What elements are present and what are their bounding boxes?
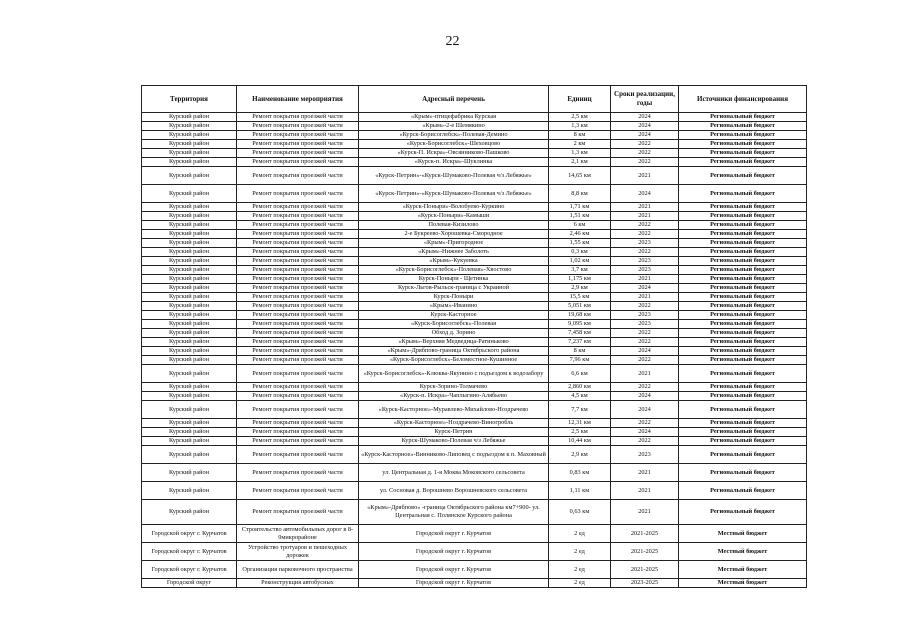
table-row [142, 203, 807, 212]
table-row [142, 221, 807, 230]
cell-terms: 2022 [611, 383, 679, 392]
cell-event: Ремонт покрытия проезжей части [237, 356, 359, 365]
cell-territory: Городской округ г. Курчатов [142, 543, 237, 561]
cell-address: «Крым»-Дрябпово-граница Октябрьского района [359, 347, 549, 356]
cell-source: Региональный бюджет [679, 167, 807, 185]
cell-terms: 2024 [611, 284, 679, 293]
cell-terms: 2023 [611, 239, 679, 248]
cell-source: Региональный бюджет [679, 248, 807, 257]
cell-event: Ремонт покрытия проезжей части [237, 347, 359, 356]
cell-event: Ремонт покрытия проезжей части [237, 482, 359, 500]
cell-event: Ремонт покрытия проезжей части [237, 149, 359, 158]
cell-units: 7,458 км [549, 329, 611, 338]
cell-territory: Курский район [142, 257, 237, 266]
cell-event: Ремонт покрытия проезжей части [237, 383, 359, 392]
cell-units: 4,5 км [549, 392, 611, 401]
cell-terms: 2021 [611, 203, 679, 212]
cell-territory: Курский район [142, 266, 237, 275]
cell-territory: Курский район [142, 239, 237, 248]
cell-event: Ремонт покрытия проезжей части [237, 122, 359, 131]
cell-source: Региональный бюджет [679, 158, 807, 167]
cell-units: 2 ед [549, 525, 611, 543]
cell-terms: 2022 [611, 248, 679, 257]
cell-units: 9,095 км [549, 320, 611, 329]
cell-territory: Курский район [142, 122, 237, 131]
cell-territory: Курский район [142, 311, 237, 320]
table-row [142, 167, 807, 185]
cell-address: Курск-Касторное [359, 311, 549, 320]
cell-event: Ремонт покрытия проезжей части [237, 446, 359, 464]
cell-address: «Курск-Касторное»-Муравлево-Михайлово-Ноздрачево [359, 401, 549, 419]
program-table [141, 85, 807, 588]
table-row [142, 284, 807, 293]
cell-address: «Курск-Борисоглебск»-Шеховцово [359, 140, 549, 149]
cell-terms: 2024 [611, 122, 679, 131]
cell-territory: Курский район [142, 500, 237, 525]
cell-address: «Крым»-Дрябпово» -граница Октябрьского района км7+900- ул. Центральная с. Полянское Курского района [359, 500, 549, 525]
cell-units: 19,68 км [549, 311, 611, 320]
cell-event: Ремонт покрытия проезжей части [237, 221, 359, 230]
cell-units: 1,51 км [549, 212, 611, 221]
cell-source: Региональный бюджет [679, 293, 807, 302]
cell-territory: Курский район [142, 437, 237, 446]
table-row [142, 275, 807, 284]
table-row [142, 140, 807, 149]
cell-territory: Курский район [142, 113, 237, 122]
table-row [142, 149, 807, 158]
cell-event: Устройство тротуаров и пешеходных дорожек [237, 543, 359, 561]
cell-terms: 2021 [611, 293, 679, 302]
cell-address: «Крым»-Нижнее Заболоть [359, 248, 549, 257]
cell-source: Региональный бюджет [679, 329, 807, 338]
cell-terms: 2021-2025 [611, 525, 679, 543]
cell-units: 2 ед [549, 543, 611, 561]
cell-units: 2,9 км [549, 284, 611, 293]
cell-terms: 2022 [611, 419, 679, 428]
cell-address: Курск-Поныри [359, 293, 549, 302]
table-row [142, 266, 807, 275]
cell-territory: Городской округ г. Курчатов [142, 561, 237, 579]
table-row [142, 392, 807, 401]
cell-territory: Курский район [142, 464, 237, 482]
cell-source: Региональный бюджет [679, 266, 807, 275]
cell-units: 2,1 км [549, 158, 611, 167]
cell-event: Ремонт покрытия проезжей части [237, 392, 359, 401]
cell-source: Региональный бюджет [679, 500, 807, 525]
cell-terms: 2022 [611, 338, 679, 347]
cell-address: Городской округ г. Курчатов [359, 561, 549, 579]
cell-territory: Курский район [142, 221, 237, 230]
cell-territory: Курский район [142, 140, 237, 149]
cell-address: «Курск-Борисоглебск»-Клюква-Якунино с подъездом к водозабору [359, 365, 549, 383]
cell-units: 8 км [549, 131, 611, 140]
cell-source: Региональный бюджет [679, 275, 807, 284]
table-row [142, 113, 807, 122]
table-row [142, 428, 807, 437]
cell-source: Региональный бюджет [679, 113, 807, 122]
table-row [142, 500, 807, 525]
cell-address: ул. Сосновая д. Ворошнево Ворошневского сельсовета [359, 482, 549, 500]
cell-terms: 2022 [611, 140, 679, 149]
table-row [142, 185, 807, 203]
cell-terms: 2021 [611, 212, 679, 221]
cell-units: 2,5 км [549, 428, 611, 437]
cell-terms: 2024 [611, 392, 679, 401]
table-row [142, 365, 807, 383]
cell-address: «Курск-п. Искра»-Шуклинка [359, 158, 549, 167]
cell-terms: 2024 [611, 347, 679, 356]
cell-source: Региональный бюджет [679, 221, 807, 230]
cell-address: Городской округ г. Курчатов [359, 543, 549, 561]
cell-units: 2 км [549, 140, 611, 149]
cell-address: «Крым»-Верхняя Медведица-Ратиньково [359, 338, 549, 347]
header-terms: Сроки реализации, годы [611, 86, 679, 113]
cell-terms: 2023 [611, 311, 679, 320]
header-territory: Территория [142, 86, 237, 113]
cell-source: Региональный бюджет [679, 302, 807, 311]
table-row [142, 401, 807, 419]
cell-terms: 2022 [611, 149, 679, 158]
cell-terms: 2022 [611, 158, 679, 167]
cell-units: 6,6 км [549, 365, 611, 383]
cell-terms: 2021 [611, 167, 679, 185]
table-row [142, 311, 807, 320]
cell-source: Региональный бюджет [679, 239, 807, 248]
table-row [142, 131, 807, 140]
cell-territory: Курский район [142, 365, 237, 383]
cell-units: 14,65 км [549, 167, 611, 185]
cell-source: Региональный бюджет [679, 365, 807, 383]
cell-territory: Курский район [142, 428, 237, 437]
cell-event: Ремонт покрытия проезжей части [237, 464, 359, 482]
cell-event: Ремонт покрытия проезжей части [237, 239, 359, 248]
cell-address: Курск-Поныри - Щетинка [359, 275, 549, 284]
cell-terms: 2021 [611, 365, 679, 383]
cell-event: Ремонт покрытия проезжей части [237, 167, 359, 185]
table-row [142, 561, 807, 579]
cell-territory: Курский район [142, 329, 237, 338]
cell-event: Ремонт покрытия проезжей части [237, 113, 359, 122]
cell-territory: Курский район [142, 392, 237, 401]
cell-units: 12,31 км [549, 419, 611, 428]
cell-source: Региональный бюджет [679, 437, 807, 446]
table-row [142, 122, 807, 131]
cell-address: «Курск-Касторное»-Ноздрачево-Виногробль [359, 419, 549, 428]
cell-terms: 2022 [611, 356, 679, 365]
cell-source: Региональный бюджет [679, 383, 807, 392]
cell-territory: Курский район [142, 131, 237, 140]
cell-territory: Курский район [142, 338, 237, 347]
cell-event: Реконструкция автобусных [237, 579, 359, 588]
cell-terms: 2023 [611, 257, 679, 266]
cell-terms: 2021 [611, 275, 679, 284]
cell-event: Ремонт покрытия проезжей части [237, 329, 359, 338]
cell-units: 1,55 км [549, 239, 611, 248]
cell-event: Ремонт покрытия проезжей части [237, 275, 359, 284]
table-row [142, 419, 807, 428]
cell-address: Курск-Шумаково-Полевая ч/з Лебяжье [359, 437, 549, 446]
table-row [142, 212, 807, 221]
cell-event: Ремонт покрытия проезжей части [237, 158, 359, 167]
cell-address: ул. Центральная д. 1-я Моква Моковского сельсовета [359, 464, 549, 482]
cell-event: Ремонт покрытия проезжей части [237, 131, 359, 140]
table-row [142, 320, 807, 329]
header-units: Единиц [549, 86, 611, 113]
cell-units: 1,02 км [549, 257, 611, 266]
cell-territory: Курский район [142, 167, 237, 185]
cell-units: 1,3 км [549, 149, 611, 158]
cell-territory: Курский район [142, 482, 237, 500]
cell-terms: 2022 [611, 302, 679, 311]
cell-source: Региональный бюджет [679, 338, 807, 347]
cell-units: 7,96 км [549, 356, 611, 365]
table-row [142, 248, 807, 257]
cell-address: «Курск-Борисоглебск»-Полевая [359, 320, 549, 329]
cell-units: 10,44 км [549, 437, 611, 446]
cell-terms: 2021-2025 [611, 561, 679, 579]
table-row [142, 446, 807, 464]
cell-source: Региональный бюджет [679, 464, 807, 482]
cell-terms: 2021 [611, 464, 679, 482]
cell-units: 2 ед [549, 579, 611, 588]
cell-source: Региональный бюджет [679, 482, 807, 500]
cell-source: Региональный бюджет [679, 140, 807, 149]
cell-event: Ремонт покрытия проезжей части [237, 419, 359, 428]
cell-source: Региональный бюджет [679, 203, 807, 212]
cell-address: «Курск-п. Искра»-Чаплыгино-Алябьево [359, 392, 549, 401]
cell-territory: Курский район [142, 383, 237, 392]
cell-address: 2-е Букреево-Хорошевка-Смородное [359, 230, 549, 239]
cell-territory: Курский район [142, 446, 237, 464]
cell-territory: Курский район [142, 248, 237, 257]
cell-terms: 2022 [611, 329, 679, 338]
cell-address: «Крым»-Пригородное [359, 239, 549, 248]
cell-address: «Курск-Борисоглебск»-Беломестное-Кушинное [359, 356, 549, 365]
cell-source: Региональный бюджет [679, 446, 807, 464]
cell-event: Ремонт покрытия проезжей части [237, 428, 359, 437]
cell-units: 2 ед [549, 561, 611, 579]
table-row [142, 158, 807, 167]
cell-address: «Курск-Касторное»-Винниково-Липовец с подъездом к п. Маховный [359, 446, 549, 464]
cell-terms: 2023 [611, 446, 679, 464]
cell-terms: 2024 [611, 131, 679, 140]
cell-source: Региональный бюджет [679, 311, 807, 320]
table-body [142, 113, 807, 588]
cell-event: Организация парковочного пространства [237, 561, 359, 579]
cell-event: Ремонт покрытия проезжей части [237, 401, 359, 419]
cell-units: 7,237 км [549, 338, 611, 347]
cell-terms: 2022 [611, 221, 679, 230]
cell-territory: Курский район [142, 149, 237, 158]
cell-terms: 2023-2025 [611, 579, 679, 588]
cell-territory: Курский район [142, 275, 237, 284]
cell-source: Региональный бюджет [679, 284, 807, 293]
cell-units: 0,83 км [549, 464, 611, 482]
cell-terms: 2024 [611, 428, 679, 437]
cell-address: «Крым»-2-е Шемякино [359, 122, 549, 131]
cell-territory: Курский район [142, 347, 237, 356]
cell-terms: 2023 [611, 320, 679, 329]
cell-event: Ремонт покрытия проезжей части [237, 230, 359, 239]
cell-territory: Курский район [142, 302, 237, 311]
cell-units: 1,71 км [549, 203, 611, 212]
table-row [142, 239, 807, 248]
cell-address: «Курск-Петрин»-«Курск-Шумаково-Полевая ч/з Лебяжье» [359, 185, 549, 203]
cell-address: Курск-Зорино-Толмачево [359, 383, 549, 392]
cell-source: Региональный бюджет [679, 149, 807, 158]
cell-source: Региональный бюджет [679, 419, 807, 428]
cell-address: «Курск-Борисоглебск»-Полевая-Демино [359, 131, 549, 140]
cell-event: Ремонт покрытия проезжей части [237, 140, 359, 149]
cell-terms: 2022 [611, 230, 679, 239]
cell-territory: Городской округ г. Курчатов [142, 525, 237, 543]
cell-territory: Курский район [142, 230, 237, 239]
cell-terms: 2022 [611, 437, 679, 446]
cell-units: 15,5 км [549, 293, 611, 302]
cell-event: Ремонт покрытия проезжей части [237, 338, 359, 347]
cell-units: 7,7 км [549, 401, 611, 419]
cell-event: Ремонт покрытия проезжей части [237, 500, 359, 525]
header-source: Источники финансирования [679, 86, 807, 113]
cell-event: Ремонт покрытия проезжей части [237, 185, 359, 203]
cell-terms: 2021-2025 [611, 543, 679, 561]
cell-address: «Крым»-Иванино [359, 302, 549, 311]
cell-event: Строительство автомобильных дорог в 8-9микрорайоне [237, 525, 359, 543]
cell-source: Местный бюджет [679, 561, 807, 579]
cell-source: Региональный бюджет [679, 356, 807, 365]
cell-address: Курск-Петрин [359, 428, 549, 437]
cell-event: Ремонт покрытия проезжей части [237, 311, 359, 320]
table-row [142, 338, 807, 347]
cell-units: 1,11 км [549, 482, 611, 500]
cell-address: Обход д. Зорино [359, 329, 549, 338]
table-row [142, 383, 807, 392]
cell-terms: 2024 [611, 401, 679, 419]
cell-units: 0,63 км [549, 500, 611, 525]
cell-units: 2,860 км [549, 383, 611, 392]
cell-territory: Городской округ [142, 579, 237, 588]
cell-address: «Курск-Борисоглебск»-Полевая»-Хвостово [359, 266, 549, 275]
cell-units: 2,5 км [549, 113, 611, 122]
table-row [142, 482, 807, 500]
cell-units: 8 км [549, 347, 611, 356]
cell-source: Региональный бюджет [679, 230, 807, 239]
cell-source: Региональный бюджет [679, 185, 807, 203]
cell-units: 6 км [549, 221, 611, 230]
cell-territory: Курский район [142, 320, 237, 329]
table-row [142, 356, 807, 365]
cell-address: Курск-Льгов-Рыльск-граница с Украиной [359, 284, 549, 293]
table-header-row [142, 86, 807, 113]
cell-territory: Курский район [142, 419, 237, 428]
cell-terms: 2023 [611, 266, 679, 275]
cell-event: Ремонт покрытия проезжей части [237, 293, 359, 302]
cell-source: Региональный бюджет [679, 212, 807, 221]
cell-event: Ремонт покрытия проезжей части [237, 320, 359, 329]
cell-terms: 2024 [611, 185, 679, 203]
cell-event: Ремонт покрытия проезжей части [237, 266, 359, 275]
cell-territory: Курский район [142, 356, 237, 365]
cell-territory: Курский район [142, 293, 237, 302]
table-row [142, 302, 807, 311]
cell-territory: Курский район [142, 401, 237, 419]
cell-units: 8,8 км [549, 185, 611, 203]
cell-address: «Курск-П. Искра»-Овсянниково-Пашково [359, 149, 549, 158]
cell-source: Местный бюджет [679, 543, 807, 561]
table-row [142, 257, 807, 266]
cell-units: 3,7 км [549, 266, 611, 275]
cell-units: 5,051 км [549, 302, 611, 311]
table-row [142, 230, 807, 239]
cell-event: Ремонт покрытия проезжей части [237, 248, 359, 257]
cell-source: Региональный бюджет [679, 257, 807, 266]
cell-event: Ремонт покрытия проезжей части [237, 212, 359, 221]
cell-address: Полевая-Кизилово [359, 221, 549, 230]
cell-source: Региональный бюджет [679, 392, 807, 401]
cell-address: «Крым»-Кукуевка [359, 257, 549, 266]
cell-territory: Курский район [142, 185, 237, 203]
table-row [142, 329, 807, 338]
table-row [142, 293, 807, 302]
cell-address: «Крым»-птицефабрика Курская [359, 113, 549, 122]
cell-event: Ремонт покрытия проезжей части [237, 203, 359, 212]
cell-address: «Курск-Поныри»-Волобуево-Куркино [359, 203, 549, 212]
table-row [142, 347, 807, 356]
table-row [142, 437, 807, 446]
cell-terms: 2021 [611, 500, 679, 525]
cell-source: Региональный бюджет [679, 131, 807, 140]
cell-terms: 2021 [611, 482, 679, 500]
cell-terms: 2024 [611, 113, 679, 122]
cell-source: Региональный бюджет [679, 347, 807, 356]
cell-event: Ремонт покрытия проезжей части [237, 284, 359, 293]
cell-units: 1,3 км [549, 122, 611, 131]
header-event: Наименование мероприятия [237, 86, 359, 113]
table-row [142, 579, 807, 588]
cell-units: 1,175 км [549, 275, 611, 284]
cell-territory: Курский район [142, 212, 237, 221]
cell-address: Городской округ г. Курчатов [359, 525, 549, 543]
cell-units: 0,3 км [549, 248, 611, 257]
cell-event: Ремонт покрытия проезжей части [237, 302, 359, 311]
cell-address: «Курск-Петрин»-«Курск-Шумаково-Полевая ч/з Лебяжье» [359, 167, 549, 185]
cell-territory: Курский район [142, 284, 237, 293]
cell-event: Ремонт покрытия проезжей части [237, 365, 359, 383]
header-address: Адресный перечень [359, 86, 549, 113]
cell-source: Региональный бюджет [679, 428, 807, 437]
cell-units: 2,9 км [549, 446, 611, 464]
cell-address: Городской округ г. Курчатов [359, 579, 549, 588]
cell-territory: Курский район [142, 203, 237, 212]
cell-units: 2,46 км [549, 230, 611, 239]
page-number: 22 [445, 34, 460, 49]
cell-source: Местный бюджет [679, 525, 807, 543]
table-row [142, 543, 807, 561]
table-row [142, 464, 807, 482]
cell-territory: Курский район [142, 158, 237, 167]
cell-source: Региональный бюджет [679, 122, 807, 131]
cell-event: Ремонт покрытия проезжей части [237, 257, 359, 266]
cell-address: «Курск-Поныри»-Камыши [359, 212, 549, 221]
cell-source: Региональный бюджет [679, 401, 807, 419]
cell-source: Местный бюджет [679, 579, 807, 588]
cell-source: Региональный бюджет [679, 320, 807, 329]
cell-event: Ремонт покрытия проезжей части [237, 437, 359, 446]
table-row [142, 525, 807, 543]
